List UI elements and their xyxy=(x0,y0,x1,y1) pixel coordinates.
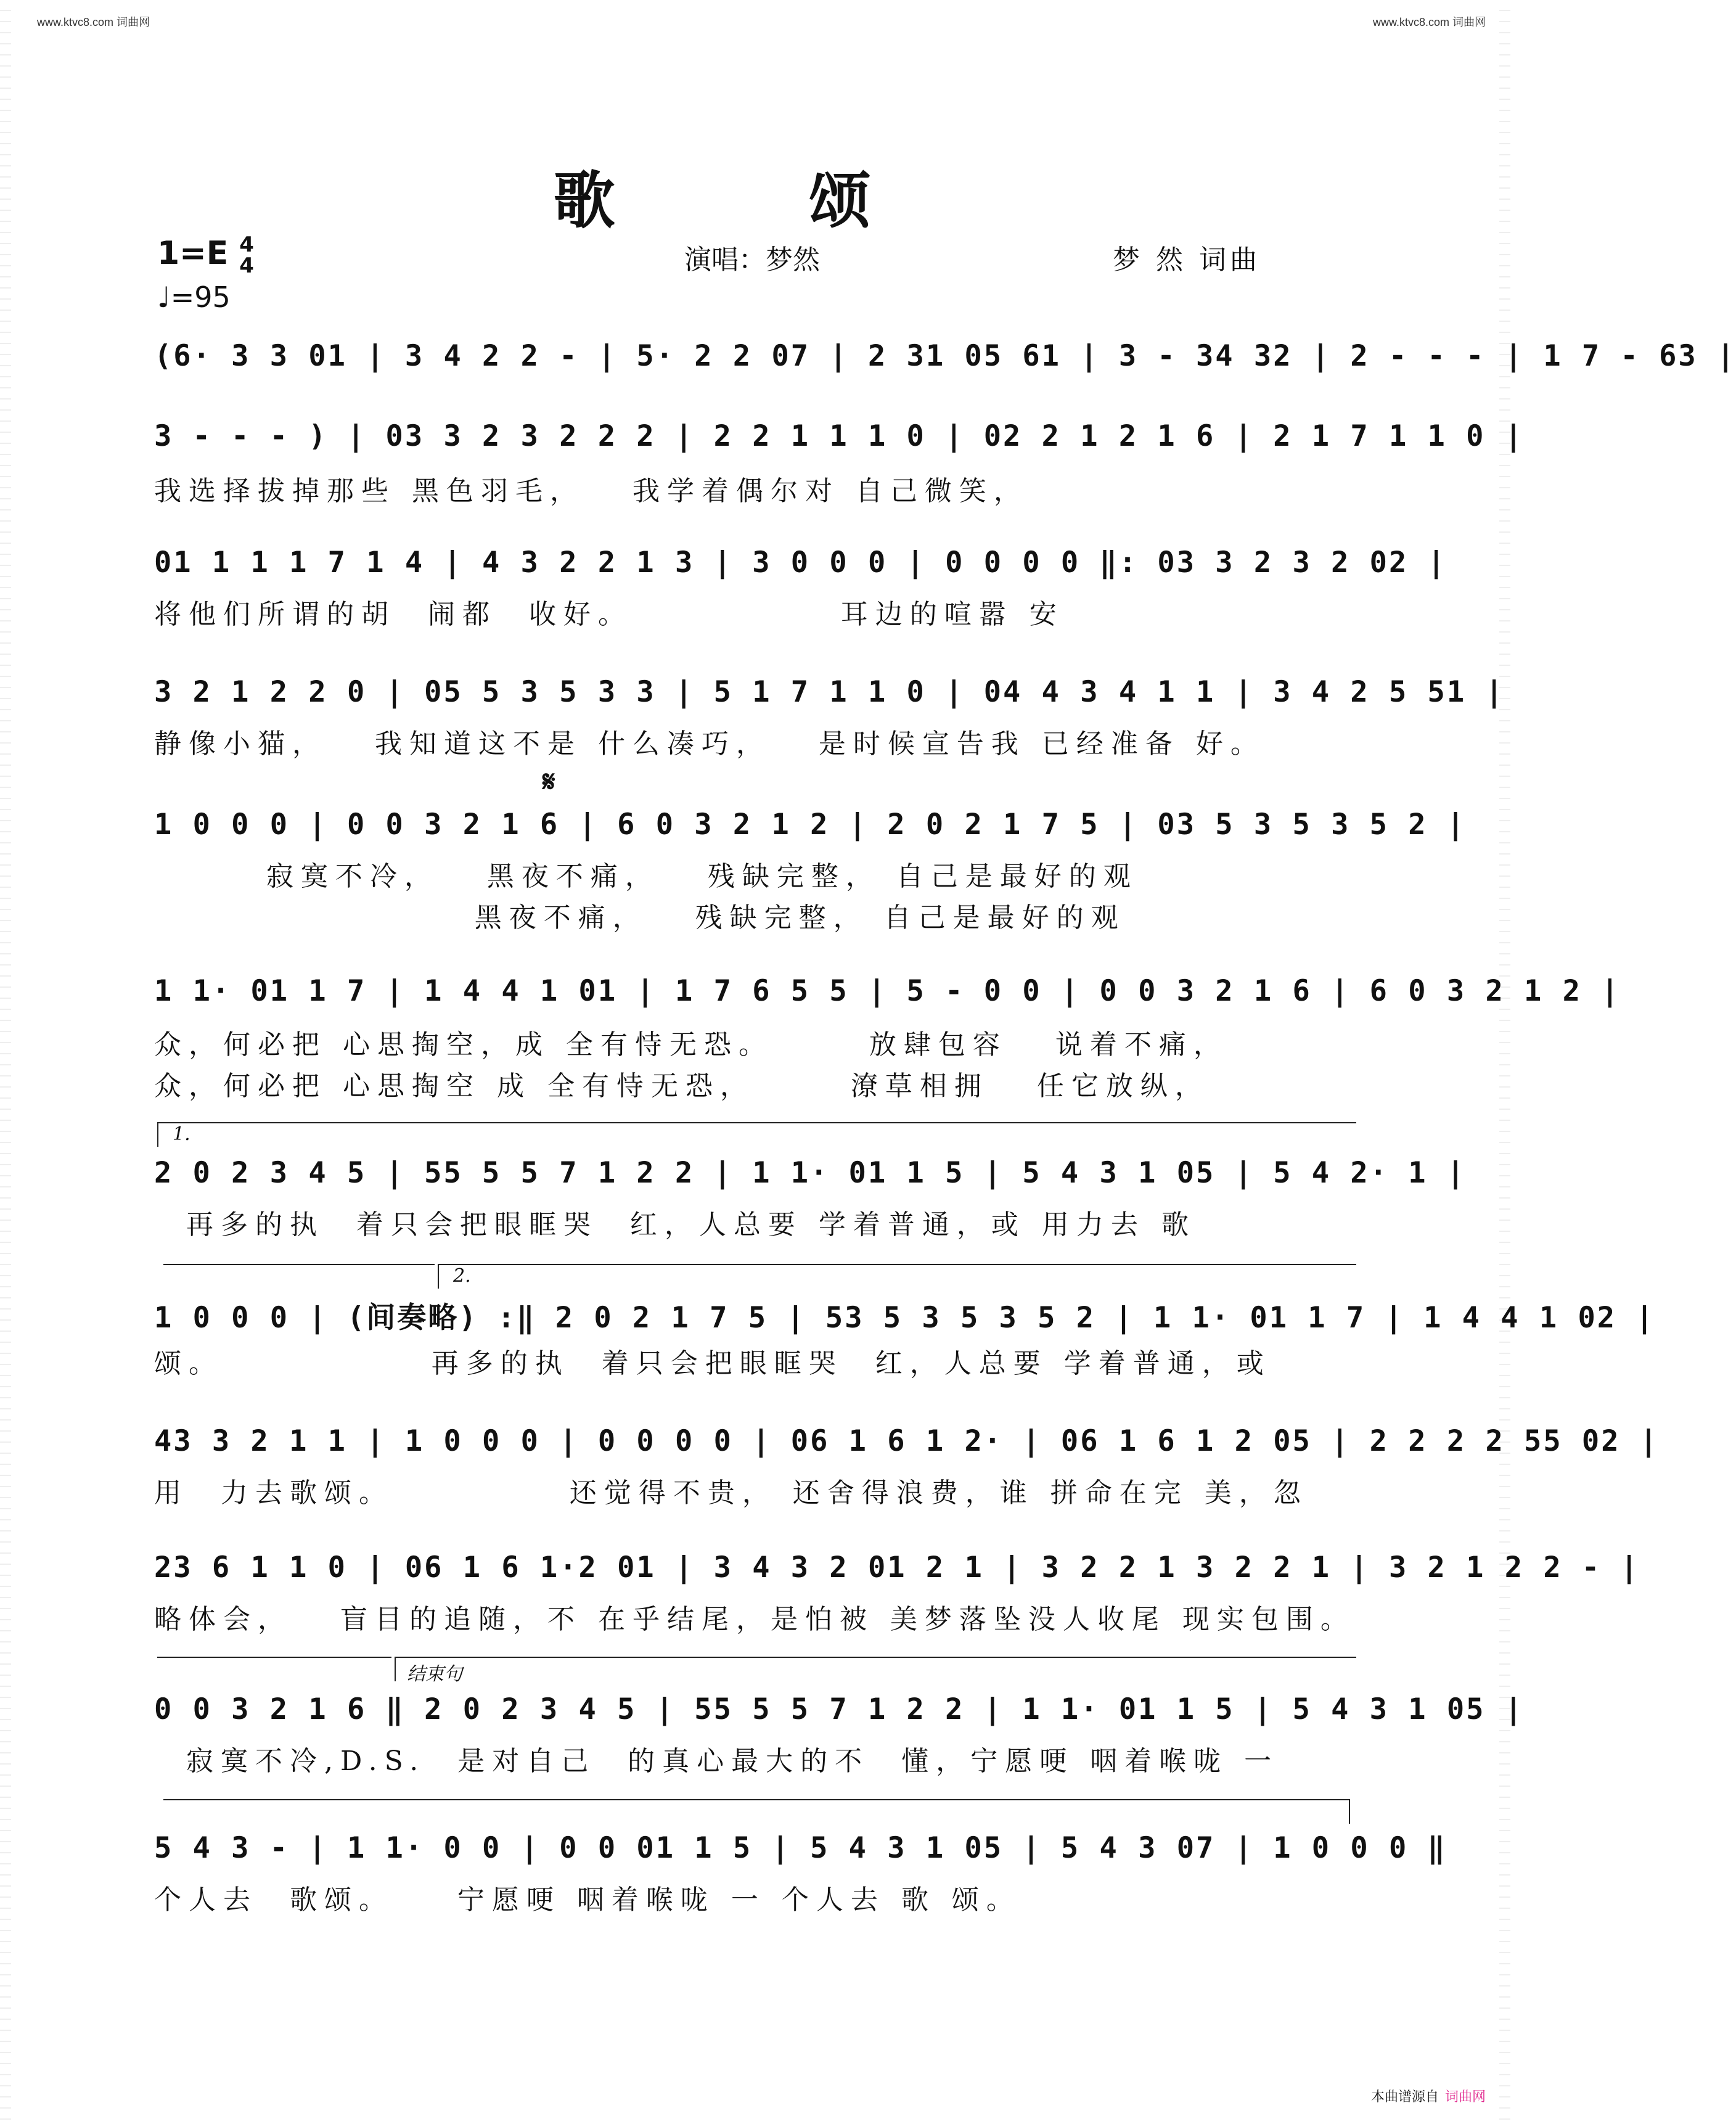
volta-1-end-bracket xyxy=(163,1264,435,1265)
lyrics-line-10: 略体会， 盲目的追随，不 在乎结尾，是怕被 美梦落坠没人收尾 现实包围。 xyxy=(154,1604,1355,1635)
lyrics-line-12: 个人去 歌颂。 宁愿哽 咽着喉咙 一 个人去 歌 颂。 xyxy=(154,1884,1021,1916)
tempo-marking: ♩=95 xyxy=(157,281,231,314)
final-bracket xyxy=(163,1799,1350,1800)
lyrics-line-8: 颂。 再多的执 着只会把眼眶哭 红，人总要 学着普通，或 xyxy=(154,1348,1271,1379)
footer-brand-link[interactable]: 词曲网 xyxy=(1444,2089,1486,2105)
pre-ending-bracket xyxy=(157,1657,391,1658)
final-bracket-hook xyxy=(1349,1799,1350,1824)
ending-bracket xyxy=(395,1657,1356,1658)
volta-2-bracket xyxy=(438,1264,1356,1265)
time-signature xyxy=(239,234,254,276)
lyrics-line-5a: 寂寞不冷， 黑夜不痛， 残缺完整， 自己是最好的观 xyxy=(154,861,1138,892)
song-title: 歌 颂 xyxy=(553,164,957,237)
time-bottom: 4 xyxy=(239,253,254,278)
notation-line-7: 2 0 2 3 4 5 | 55 5 5 7 1 2 2 | 1 1· 01 1 5 | 5 4 3 1 05 | 5 4 2· 1 | xyxy=(154,1156,1467,1190)
header-url-left: www.ktvc8.com 词曲网 xyxy=(37,16,150,28)
singer-credit: 演唱：梦然 xyxy=(684,244,820,276)
lyrics-line-9: 用 力去歌颂。 还觉得不贵， 还舍得浪费，谁 拼命在完 美，忽 xyxy=(154,1477,1308,1509)
notation-line-4: 3 2 1 2 2 0 | 05 5 3 5 3 3 | 5 1 7 1 1 0 | 04 4 3 4 1 1 | 3 4 2 5 51 | xyxy=(154,675,1505,709)
volta-2-label: 2. xyxy=(453,1265,471,1287)
notation-line-9: 43 3 2 1 1 | 1 0 0 0 | 0 0 0 0 | 06 1 6 1 2· | 06 1 6 1 2 05 | 2 2 2 2 55 02 | xyxy=(154,1424,1660,1458)
key-label: 1=E xyxy=(157,235,229,272)
header-url-right: www.ktvc8.com 词曲网 xyxy=(1372,16,1486,28)
volta-1-bracket xyxy=(157,1122,1356,1123)
lyrics-line-3: 将他们所谓的胡 闹都 收好。 耳边的喧嚣 安 xyxy=(154,599,1064,630)
notation-line-2: 3 - - - ) | 03 3 2 3 2 2 2 | 2 2 1 1 1 0 | 02 2 1 2 1 6 | 2 1 7 1 1 0 | xyxy=(154,419,1525,453)
lyrics-line-11: 寂寞不冷,D.S. 是对自己 的真心最大的不 懂，宁愿哽 咽着喉咙 一 xyxy=(154,1745,1279,1777)
left-border-watermark xyxy=(0,0,11,2124)
notation-line-1: (6· 3 3 01 | 3 4 2 2 - | 5· 2 2 07 | 2 31 05 61 | 3 - 34 32 | 2 - - - | 1 7 - 63 | xyxy=(154,339,1736,373)
volta-1-label: 1. xyxy=(173,1123,190,1145)
author-credit: 梦 然 词曲 xyxy=(1113,244,1261,276)
notation-line-3: 01 1 1 1 7 1 4 | 4 3 2 2 1 3 | 3 0 0 0 | 0 0 0 0 ‖: 03 3 2 3 2 02 | xyxy=(154,546,1447,580)
ending-label: 结束句 xyxy=(407,1663,462,1685)
key-signature xyxy=(157,234,254,276)
notation-line-12: 5 4 3 - | 1 1· 0 0 | 0 0 01 1 5 | 5 4 3 1 05 | 5 4 3 07 | 1 0 0 0 ‖ xyxy=(154,1831,1447,1865)
time-top: 4 xyxy=(239,232,254,257)
notation-line-6: 1 1· 01 1 7 | 1 4 4 1 01 | 1 7 6 5 5 | 5 - 0 0 | 0 0 3 2 1 6 | 6 0 3 2 1 2 | xyxy=(154,974,1621,1008)
lyrics-line-6a: 众，何必把 心思掏空，成 全有恃无恐。 放肆包容 说着不痛， xyxy=(154,1029,1228,1060)
right-border-watermark xyxy=(1499,0,1510,2124)
notation-line-8: 1 0 0 0 | (间奏略) :‖ 2 0 2 1 7 5 | 53 5 3 5 3 5 2 | 1 1· 01 1 7 | 1 4 4 1 02 | xyxy=(154,1301,1655,1335)
lyrics-line-7: 再多的执 着只会把眼眶哭 红，人总要 学着普通，或 用力去 歌 xyxy=(154,1209,1196,1240)
lyrics-line-5b: 黑夜不痛， 残缺完整， 自己是最好的观 xyxy=(154,902,1126,933)
notation-line-5: 1 0 0 0 | 0 0 3 2 1 6 | 6 0 3 2 1 2 | 2 0 2 1 7 5 | 03 5 3 5 3 5 2 | xyxy=(154,808,1467,842)
lyrics-line-6b: 众，何必把 心思掏空 成 全有恃无恐， 潦草相拥 任它放纵， xyxy=(154,1070,1210,1102)
footer-credit xyxy=(1371,2086,1486,2106)
ending-bracket-hook xyxy=(395,1657,396,1681)
volta-1-hook xyxy=(157,1122,158,1147)
segno-sign: 𝄋 xyxy=(542,765,555,799)
lyrics-line-2: 我选择拔掉那些 黑色羽毛， 我学着偶尔对 自己微笑， xyxy=(154,475,1028,507)
notation-line-10: 23 6 1 1 0 | 06 1 6 1·2 01 | 3 4 3 2 01 2 1 | 3 2 2 1 3 2 2 1 | 3 2 1 2 2 - | xyxy=(154,1551,1640,1585)
volta-2-hook xyxy=(438,1264,439,1289)
lyrics-line-4: 静像小猫， 我知道这不是 什么凑巧， 是时候宣告我 已经准备 好。 xyxy=(154,728,1265,760)
footer-source: 本曲谱源自 xyxy=(1370,2089,1439,2105)
notation-line-11: 0 0 3 2 1 6 ‖ 2 0 2 3 4 5 | 55 5 5 7 1 2 2 | 1 1· 01 1 5 | 5 4 3 1 05 | xyxy=(154,1692,1525,1726)
